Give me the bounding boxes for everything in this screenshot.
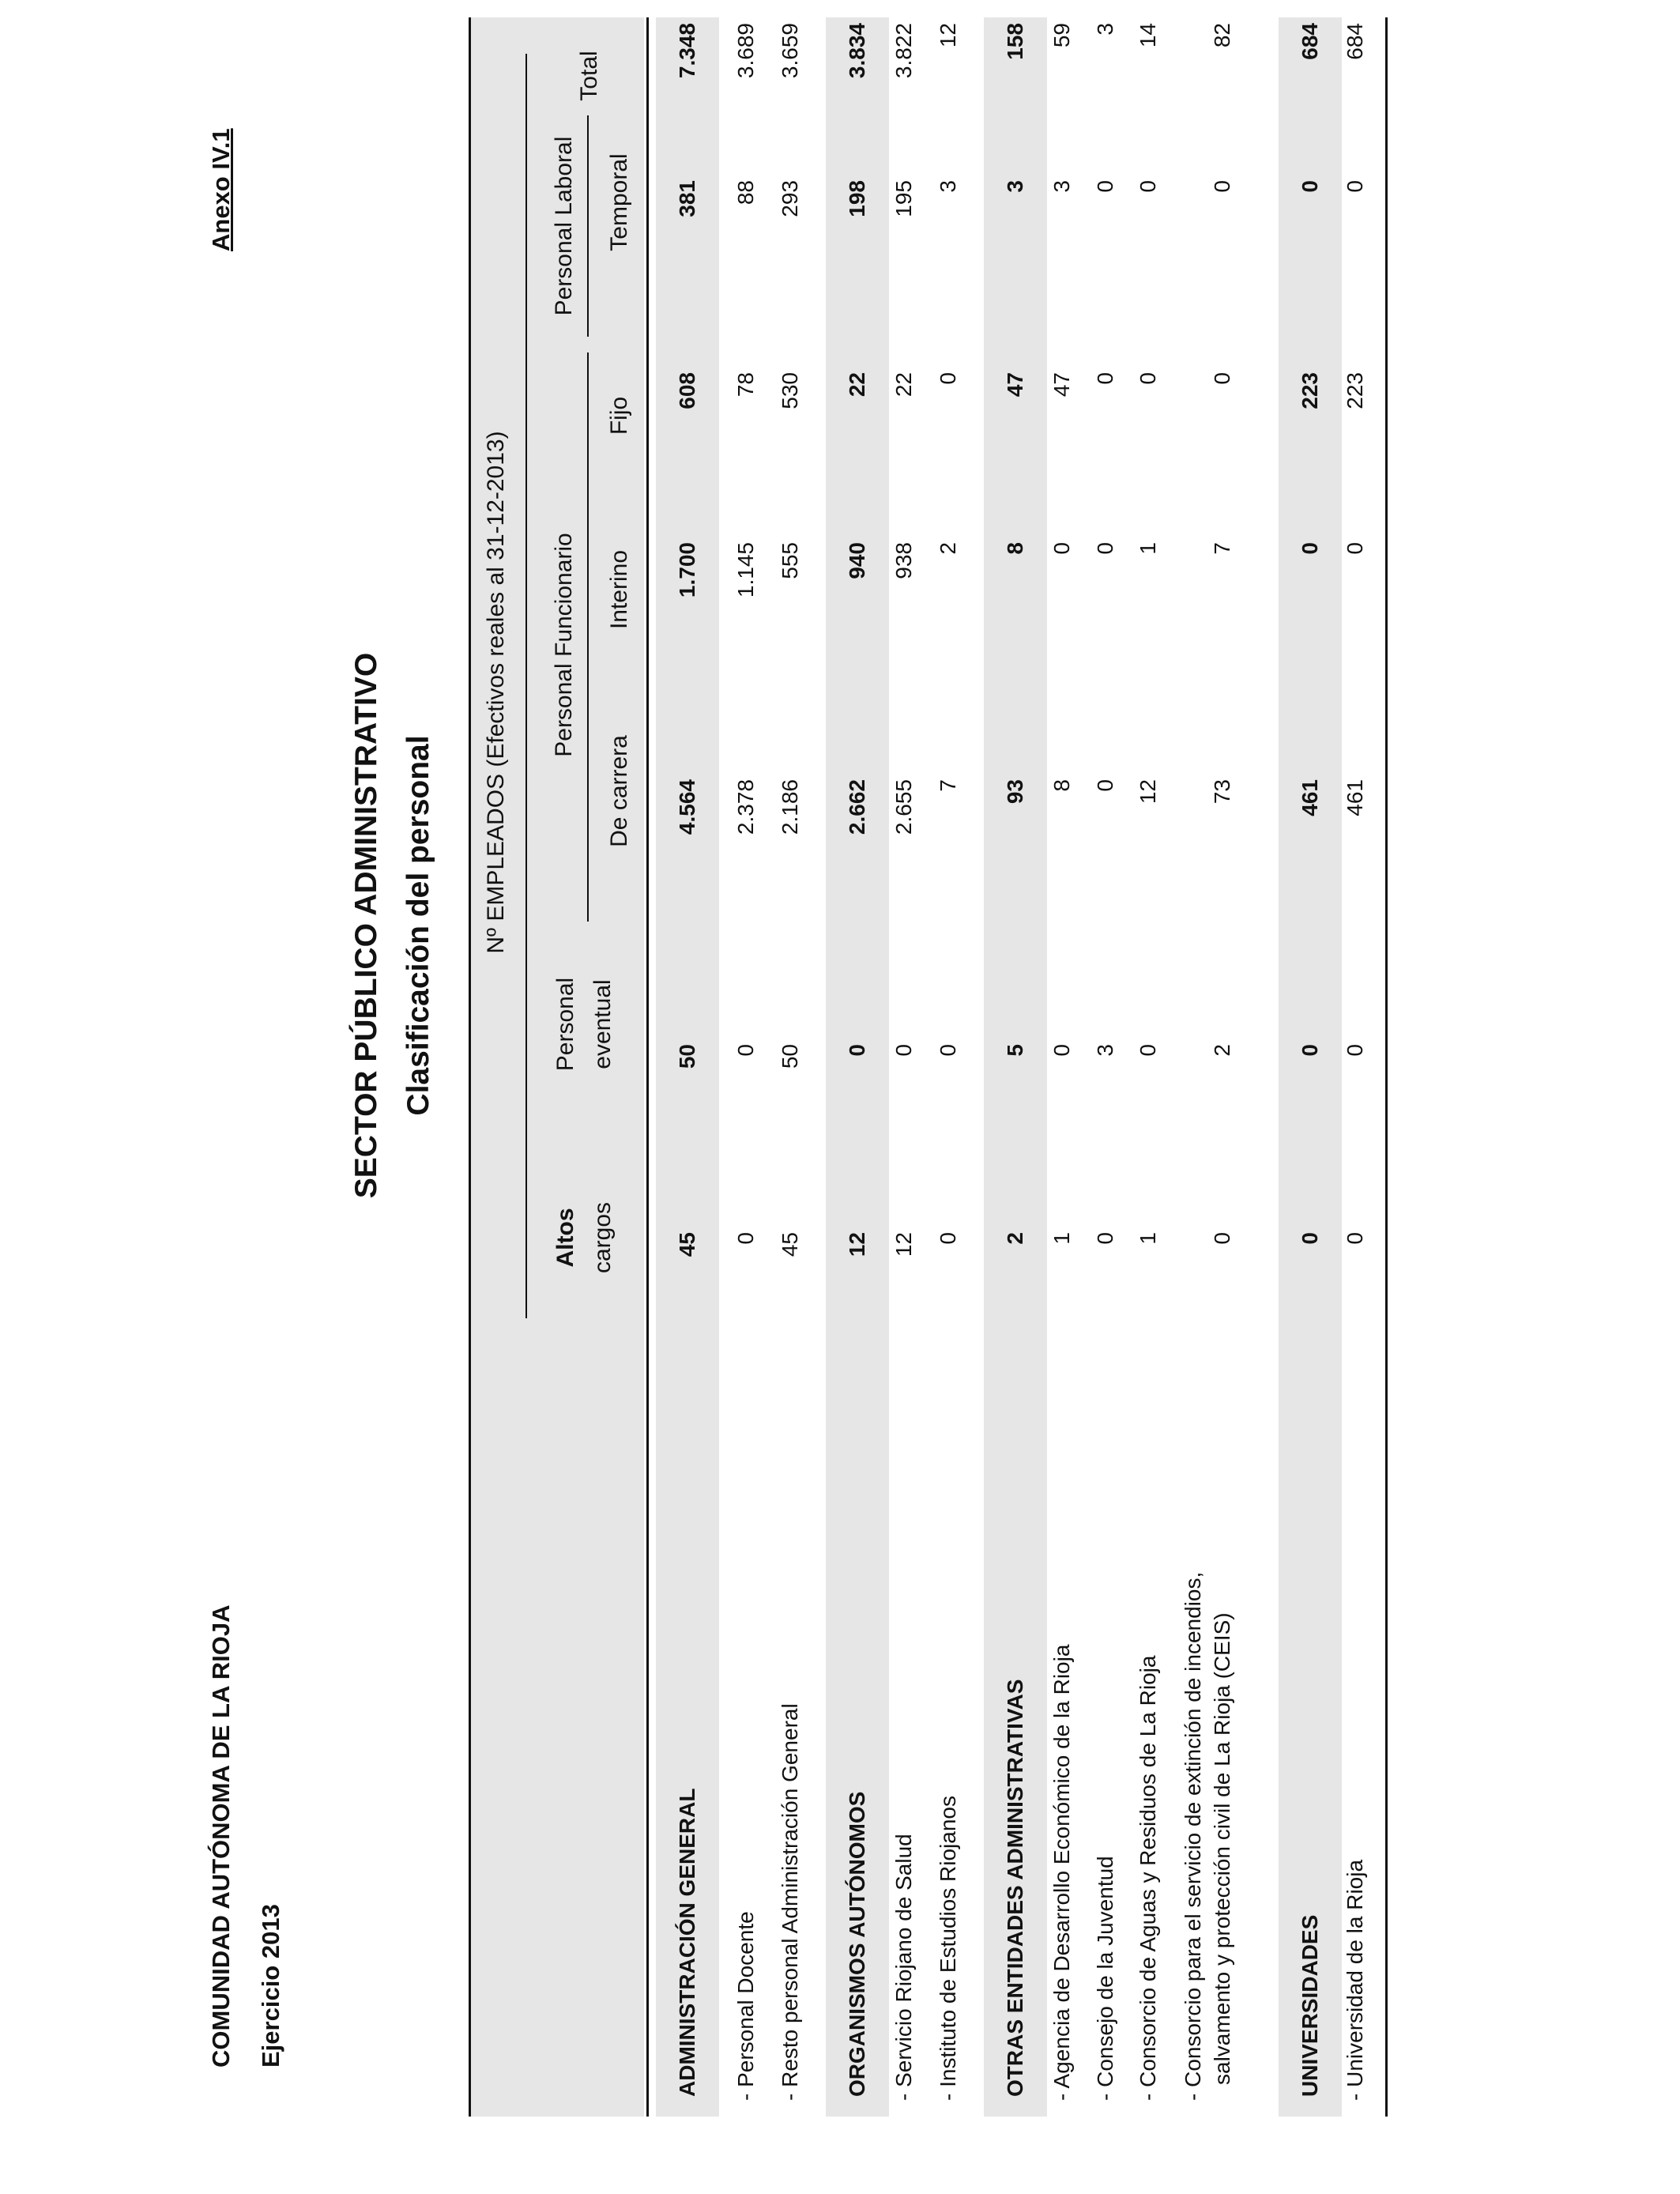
cell-interino: 1.700: [675, 542, 699, 598]
col-fijo: Fijo: [606, 396, 632, 435]
cell-interino: 7: [1210, 542, 1234, 555]
cell-interino: 1.145: [733, 542, 758, 598]
cell-carrera: 4.564: [675, 779, 699, 835]
cell-fijo: 223: [1343, 372, 1367, 409]
group-header-rule: [525, 54, 527, 1318]
cell-temporal: 3: [1049, 180, 1074, 193]
cell-temporal: 0: [1343, 180, 1367, 193]
row-label-continuation: salvamento y protección civil de La Rioja (CEIS): [1210, 1612, 1234, 2085]
entity-name: COMUNIDAD AUTÓNOMA DE LA RIOJA: [207, 1604, 235, 2068]
cell-altos: 45: [778, 1232, 802, 1257]
col-altos-line1: Altos: [552, 1208, 578, 1268]
cell-altos: 12: [891, 1232, 916, 1257]
cell-temporal: 3: [1003, 180, 1027, 193]
cell-eventual: 50: [778, 1044, 802, 1069]
col-total: Total: [576, 51, 602, 101]
cell-fijo: 22: [891, 372, 916, 398]
cell-total: 3: [1093, 23, 1117, 36]
cell-interino: 8: [1003, 542, 1027, 555]
row-label: - Personal Docente: [733, 1911, 758, 2101]
col-de-carrera: De carrera: [606, 735, 632, 847]
cell-total: 12: [936, 23, 960, 48]
cell-temporal: 195: [891, 180, 916, 217]
group-header: Nº EMPLEADOS (Efectivos reales al 31-12-2013): [483, 431, 509, 954]
page-title: SECTOR PÚBLICO ADMINISTRATIVO: [349, 652, 383, 1199]
col-eventual-line1: Personal: [552, 977, 578, 1072]
row-label: - Instituto de Estudios Riojanos: [936, 1796, 960, 2101]
cell-total: 3.834: [845, 23, 869, 79]
cell-eventual: 50: [675, 1044, 699, 1069]
exercise-year: Ejercicio 2013: [257, 1904, 284, 2068]
cell-total: 158: [1003, 23, 1027, 60]
cell-altos: 0: [1298, 1232, 1322, 1245]
cell-temporal: 0: [1136, 180, 1160, 193]
cell-carrera: 12: [1136, 779, 1160, 805]
cell-altos: 0: [1093, 1232, 1117, 1245]
row-label: - Universidad de la Rioja: [1343, 1859, 1367, 2101]
cell-altos: 12: [845, 1232, 869, 1257]
cell-interino: 940: [845, 542, 869, 579]
row-label: ORGANISMOS AUTÓNOMOS: [845, 1791, 869, 2097]
cell-total: 59: [1049, 23, 1074, 48]
cell-fijo: 22: [845, 372, 869, 398]
cell-fijo: 223: [1298, 372, 1322, 409]
page-subtitle: Clasificación del personal: [401, 735, 435, 1116]
cell-altos: 45: [675, 1232, 699, 1257]
cell-carrera: 2.378: [733, 779, 758, 835]
cell-interino: 0: [1343, 542, 1367, 555]
cell-eventual: 0: [1298, 1044, 1322, 1057]
cell-interino: 0: [1298, 542, 1322, 555]
funcionario-rule: [587, 352, 589, 922]
cell-total: 3.822: [891, 23, 916, 79]
cell-altos: 0: [1210, 1232, 1234, 1245]
cell-eventual: 3: [1093, 1044, 1117, 1057]
cell-carrera: 461: [1298, 779, 1322, 816]
annex-label: Anexo IV.1: [207, 128, 235, 251]
cell-total: 82: [1210, 23, 1234, 48]
cell-interino: 938: [891, 542, 916, 579]
cell-total: 684: [1343, 23, 1367, 60]
cell-fijo: 530: [778, 372, 802, 409]
cell-total: 3.659: [778, 23, 802, 79]
cell-interino: 0: [1049, 542, 1074, 555]
cell-carrera: 2.186: [778, 779, 802, 835]
cell-altos: 0: [1343, 1232, 1367, 1245]
cell-interino: 1: [1136, 542, 1160, 555]
cell-temporal: 0: [1210, 180, 1234, 193]
col-eventual-line2: eventual: [590, 979, 616, 1069]
cell-carrera: 2.655: [891, 779, 916, 835]
row-label: OTRAS ENTIDADES ADMINISTRATIVAS: [1003, 1679, 1027, 2097]
cell-carrera: 93: [1003, 779, 1027, 805]
cell-temporal: 293: [778, 180, 802, 217]
cell-temporal: 0: [1298, 180, 1322, 193]
col-temporal: Temporal: [606, 153, 632, 251]
cell-interino: 555: [778, 542, 802, 579]
cell-total: 3.689: [733, 23, 758, 79]
cell-total: 7.348: [675, 23, 699, 79]
cell-eventual: 2: [1210, 1044, 1234, 1057]
table-top-rule: [469, 17, 471, 2117]
cell-carrera: 2.662: [845, 779, 869, 835]
cell-altos: 1: [1049, 1232, 1074, 1245]
cell-fijo: 78: [733, 372, 758, 398]
laboral-rule: [587, 115, 589, 337]
cell-fijo: 47: [1049, 372, 1074, 398]
cell-fijo: 0: [936, 372, 960, 385]
cell-fijo: 608: [675, 372, 699, 409]
cell-altos: 1: [1136, 1232, 1160, 1245]
cell-eventual: 0: [1136, 1044, 1160, 1057]
cell-carrera: 461: [1343, 779, 1367, 816]
cell-total: 684: [1298, 23, 1322, 60]
row-label: - Agencia de Desarrollo Económico de la Rioja: [1049, 1644, 1074, 2101]
cell-eventual: 0: [1343, 1044, 1367, 1057]
row-label: UNIVERSIDADES: [1298, 1914, 1322, 2097]
cell-temporal: 88: [733, 180, 758, 205]
col-altos-line2: cargos: [590, 1201, 616, 1274]
row-label: - Consorcio de Aguas y Residuos de La Rioja: [1136, 1655, 1160, 2101]
cell-carrera: 73: [1210, 779, 1234, 805]
cell-temporal: 3: [936, 180, 960, 193]
cell-fijo: 0: [1210, 372, 1234, 385]
col-laboral: Personal Laboral: [551, 136, 577, 316]
cell-eventual: 0: [1049, 1044, 1074, 1057]
cell-temporal: 0: [1093, 180, 1117, 193]
cell-fijo: 47: [1003, 372, 1027, 398]
col-funcionario: Personal Funcionario: [551, 533, 577, 757]
cell-carrera: 7: [936, 779, 960, 792]
cell-interino: 2: [936, 542, 960, 555]
cell-eventual: 0: [733, 1044, 758, 1057]
cell-altos: 2: [1003, 1232, 1027, 1245]
cell-eventual: 5: [1003, 1044, 1027, 1057]
cell-altos: 0: [936, 1232, 960, 1245]
table-header-rule: [646, 17, 649, 2117]
row-label: ADMINISTRACIÓN GENERAL: [675, 1788, 699, 2097]
cell-altos: 0: [733, 1232, 758, 1245]
cell-eventual: 0: [936, 1044, 960, 1057]
cell-eventual: 0: [891, 1044, 916, 1057]
row-label: - Consorcio para el servicio de extinción de incendios,: [1181, 1571, 1205, 2101]
row-label: - Consejo de la Juventud: [1093, 1856, 1117, 2101]
cell-carrera: 8: [1049, 779, 1074, 792]
cell-fijo: 0: [1093, 372, 1117, 385]
row-label: - Resto personal Administración General: [778, 1703, 802, 2101]
cell-carrera: 0: [1093, 779, 1117, 792]
cell-total: 14: [1136, 23, 1160, 48]
col-interino: Interino: [606, 549, 632, 630]
cell-temporal: 198: [845, 180, 869, 217]
cell-interino: 0: [1093, 542, 1117, 555]
row-label: - Servicio Riojano de Salud: [891, 1834, 916, 2101]
table-bottom-rule: [1385, 17, 1388, 2117]
cell-fijo: 0: [1136, 372, 1160, 385]
cell-temporal: 381: [675, 180, 699, 217]
cell-eventual: 0: [845, 1044, 869, 1057]
